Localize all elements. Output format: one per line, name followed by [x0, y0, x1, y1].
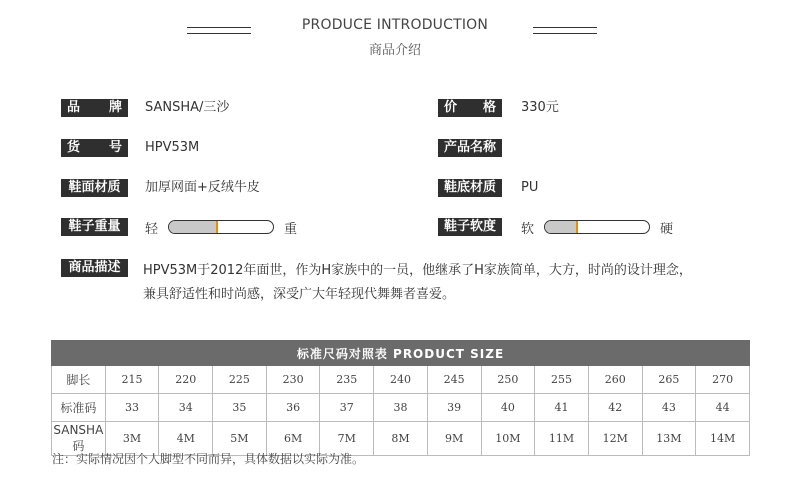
- softness-high-label: 硬: [660, 221, 674, 237]
- sole-material-label: 鞋底材质: [438, 179, 502, 197]
- table-row: [52, 394, 750, 422]
- title-cn: 商品介绍: [368, 43, 421, 58]
- table-cell: 43: [642, 394, 696, 422]
- table-cell: 260: [588, 366, 642, 394]
- price-value: 330元: [521, 100, 559, 115]
- upper-material-value: 加厚网面+反绒牛皮: [145, 180, 260, 195]
- table-cell: 230: [266, 366, 320, 394]
- page-header: [0, 0, 790, 70]
- sole-material-value: PU: [521, 180, 539, 195]
- price-label: [438, 99, 502, 117]
- header-right-rule: [533, 27, 597, 34]
- weight-label: 鞋子重量: [61, 218, 128, 236]
- table-cell: 44: [696, 394, 750, 422]
- description-text: [143, 259, 743, 307]
- table-cell: 14M: [696, 422, 750, 456]
- table-cell: 270: [696, 366, 750, 394]
- table-cell: 10M: [481, 422, 535, 456]
- table-cell: 13M: [642, 422, 696, 456]
- weight-bar: [168, 220, 274, 234]
- table-row: [52, 366, 750, 394]
- table-cell: 11M: [535, 422, 589, 456]
- brand-label: [61, 99, 128, 117]
- size-chart-title: 标准尺码对照表 PRODUCT SIZE: [52, 341, 750, 366]
- brand-value: SANSHA/三沙: [145, 100, 230, 115]
- table-cell: 38: [374, 394, 428, 422]
- table-cell: 250: [481, 366, 535, 394]
- weight-low-label: 轻: [145, 221, 159, 237]
- description-line-2: 兼具舒适性和时尚感，深受广大年轻现代舞舞者喜爱。: [143, 287, 456, 302]
- table-cell: 5M: [213, 422, 267, 456]
- brand-label-char-1: 品: [67, 100, 81, 115]
- table-cell: 36: [266, 394, 320, 422]
- model-value: HPV53M: [145, 140, 200, 155]
- description-label: 商品描述: [61, 259, 128, 277]
- softness-bar-fill: [545, 221, 578, 233]
- table-cell: 40: [481, 394, 535, 422]
- table-cell: 7M: [320, 422, 374, 456]
- softness-scale: [521, 218, 673, 236]
- table-row-head: 脚长: [52, 366, 106, 394]
- table-cell: 265: [642, 366, 696, 394]
- model-label-char-1: 货: [67, 140, 81, 155]
- table-cell: 245: [427, 366, 481, 394]
- table-cell: 35: [213, 394, 267, 422]
- brand-label-char-2: 牌: [108, 100, 122, 115]
- table-cell: 220: [159, 366, 213, 394]
- table-cell: 12M: [588, 422, 642, 456]
- table-cell: 42: [588, 394, 642, 422]
- description-line-1: HPV53M于2012年面世，作为H家族中的一员，他继承了H家族简单，大方，时尚的设计理念，: [143, 263, 692, 278]
- table-cell: 6M: [266, 422, 320, 456]
- softness-low-label: 软: [521, 221, 535, 237]
- title-en: PRODUCE INTRODUCTION: [301, 17, 489, 33]
- table-cell: 39: [427, 394, 481, 422]
- table-cell: 33: [105, 394, 159, 422]
- softness-bar: [544, 220, 650, 234]
- table-cell: 37: [320, 394, 374, 422]
- model-label: [61, 139, 128, 157]
- table-cell: 41: [535, 394, 589, 422]
- product-name-label: 产品名称: [438, 139, 502, 157]
- table-cell: 4M: [159, 422, 213, 456]
- upper-material-label: 鞋面材质: [61, 179, 128, 197]
- price-label-char-2: 格: [482, 100, 496, 115]
- table-cell: 240: [374, 366, 428, 394]
- table-cell: 255: [535, 366, 589, 394]
- weight-scale: [145, 218, 297, 236]
- table-row-head: 标准码: [52, 394, 106, 422]
- table-cell: 34: [159, 394, 213, 422]
- table-cell: 235: [320, 366, 374, 394]
- softness-label: 鞋子软度: [438, 218, 502, 236]
- table-cell: 3M: [105, 422, 159, 456]
- table-cell: 8M: [374, 422, 428, 456]
- weight-bar-fill: [169, 221, 218, 233]
- size-note: 注：实际情况因个人脚型不同而异，具体数据以实际为准。: [52, 452, 365, 466]
- weight-high-label: 重: [284, 221, 298, 237]
- table-cell: 215: [105, 366, 159, 394]
- table-cell: 9M: [427, 422, 481, 456]
- model-label-char-2: 号: [108, 140, 122, 155]
- price-label-char-1: 价: [444, 100, 458, 115]
- size-chart-table: [51, 340, 750, 456]
- table-cell: 225: [213, 366, 267, 394]
- table-row-head: SANSHA码: [52, 422, 106, 456]
